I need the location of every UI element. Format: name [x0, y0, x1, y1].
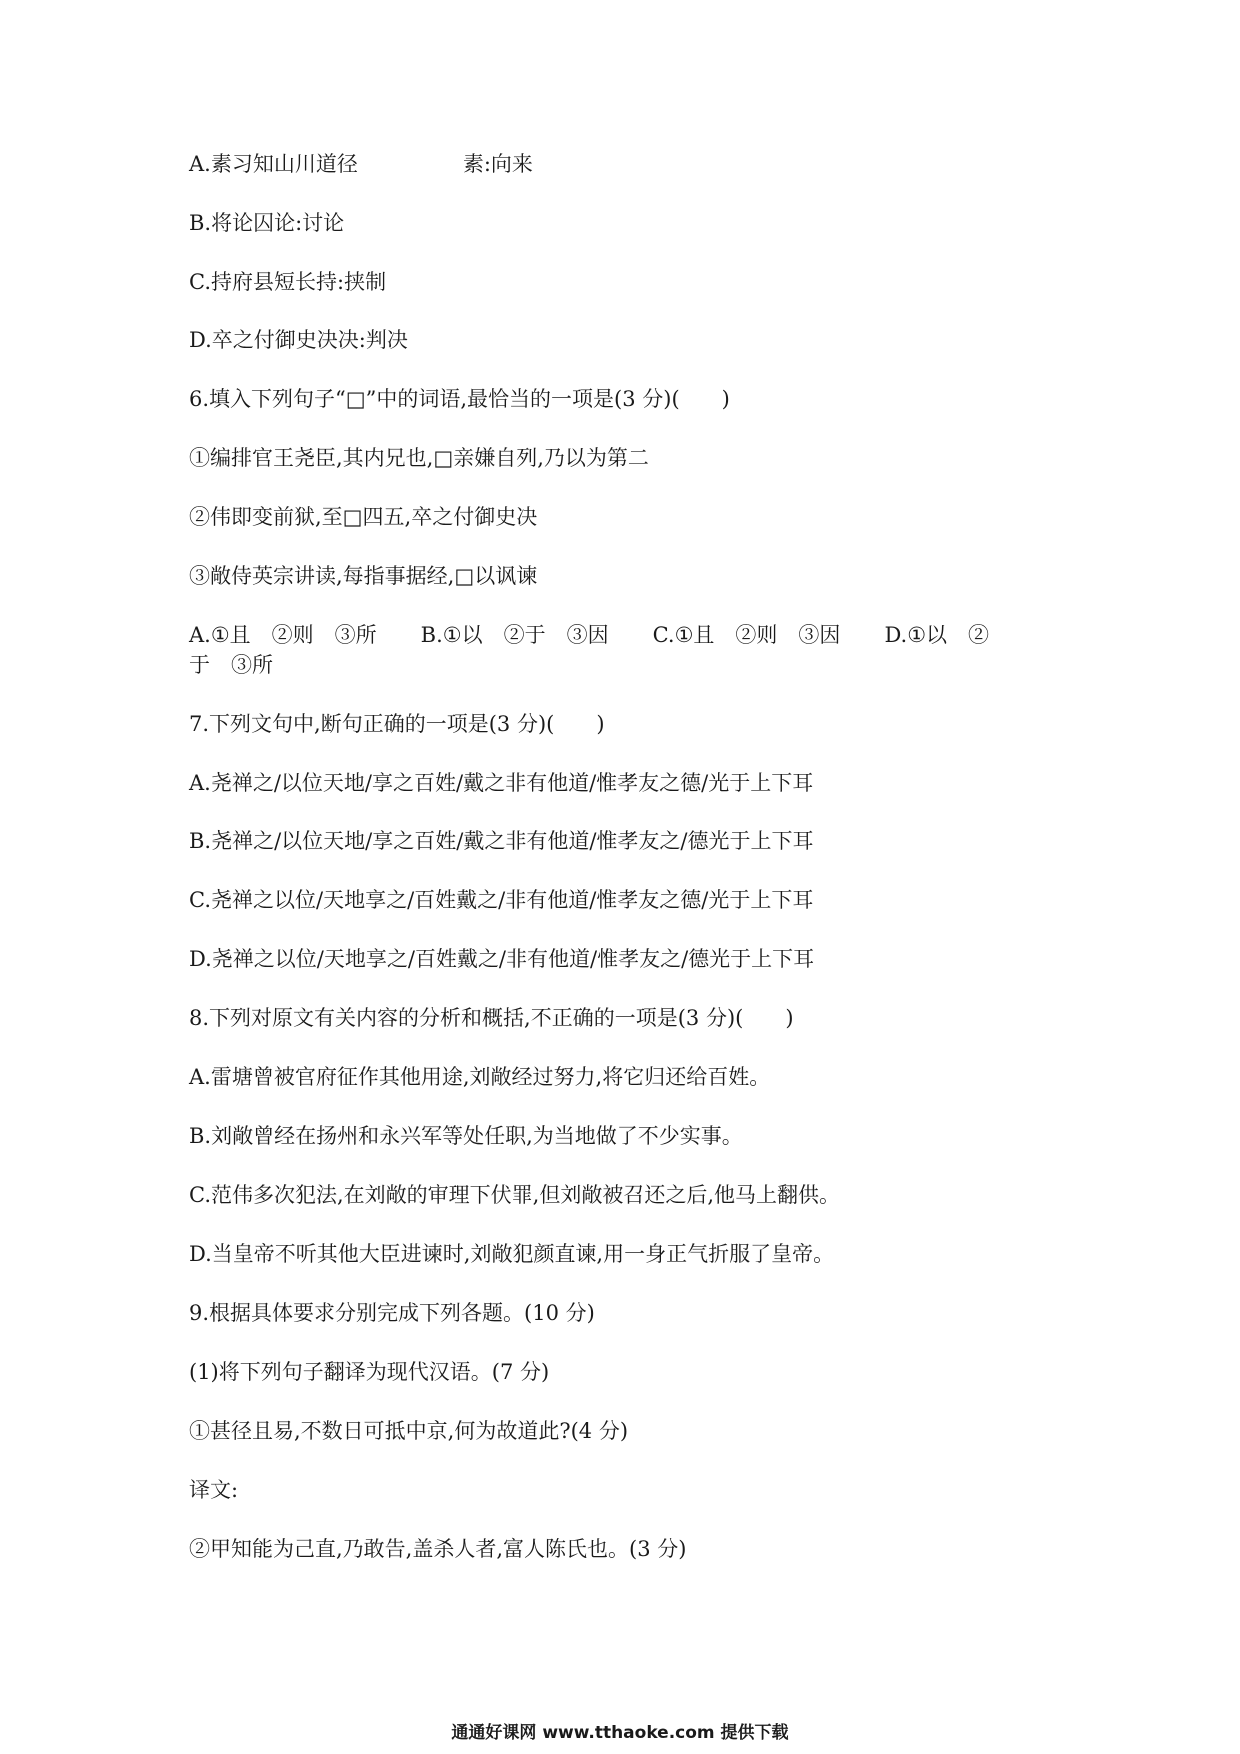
q6-option-d: D.①以 ② [884, 623, 990, 647]
q6-stem: 6.填入下列句子“□”中的词语,最恰当的一项是(3 分)( ) [189, 387, 730, 411]
q6-options-line [189, 620, 989, 650]
q9-stem: 9.根据具体要求分别完成下列各题。(10 分) [189, 1301, 595, 1325]
q6-option-b: B.①以 ②于 ③因 [420, 623, 609, 647]
q8-option-d: D.当皇帝不听其他大臣进谏时,刘敞犯颜直谏,用一身正气折服了皇帝。 [189, 1242, 835, 1266]
q5-option-a-gloss: 素:向来 [462, 152, 533, 176]
line-q5-option-a [189, 149, 533, 179]
q8-option-c: C.范伟多次犯法,在刘敞的审理下伏罪,但刘敞被召还之后,他马上翻供。 [189, 1183, 841, 1207]
q7-option-b: B.尧禅之/以位天地/享之百姓/戴之非有他道/惟孝友之/德光于上下耳 [189, 829, 814, 853]
q7-option-c: C.尧禅之以位/天地享之/百姓戴之/非有他道/惟孝友之德/光于上下耳 [189, 888, 814, 912]
q5-option-a-sentence: A.素习知山川道径 [189, 152, 358, 176]
q6-option-c: C.①且 ②则 ③因 [652, 623, 841, 647]
q5-option-c: C.持府县短长持:挟制 [189, 270, 387, 294]
q9-sentence-1: ①甚径且易,不数日可抵中京,何为故道此?(4 分) [189, 1419, 629, 1443]
q9-sub-1: (1)将下列句子翻译为现代汉语。(7 分) [189, 1360, 550, 1384]
q9-sentence-2: ②甲知能为己直,乃敢告,盖杀人者,富人陈氏也。(3 分) [189, 1537, 687, 1561]
q5-option-d: D.卒之付御史决决:判决 [189, 328, 408, 352]
q8-option-b: B.刘敞曾经在扬州和永兴军等处任职,为当地做了不少实事。 [189, 1124, 743, 1148]
q8-option-a: A.雷塘曾被官府征作其他用途,刘敞经过努力,将它归还给百姓。 [189, 1065, 771, 1089]
q7-option-a: A.尧禅之/以位天地/享之百姓/戴之非有他道/惟孝友之德/光于上下耳 [189, 771, 814, 795]
q9-translation-label: 译文: [189, 1478, 239, 1502]
q8-stem: 8.下列对原文有关内容的分析和概括,不正确的一项是(3 分)( ) [189, 1006, 794, 1030]
q5-option-b: B.将论囚论:讨论 [189, 211, 345, 235]
q7-stem: 7.下列文句中,断句正确的一项是(3 分)( ) [189, 712, 605, 736]
page-footer: 通通好课网 www.tthaoke.com 提供下载 [451, 1723, 789, 1743]
q6-option-a: A.①且 ②则 ③所 [189, 623, 377, 647]
q7-option-d: D.尧禅之以位/天地享之/百姓戴之/非有他道/惟孝友之/德光于上下耳 [189, 947, 815, 971]
q6-option-d-continued: 于 ③所 [189, 653, 273, 677]
q6-sentence-3: ③敞侍英宗讲读,每指事据经,□以讽谏 [189, 564, 538, 588]
q6-sentence-1: ①编排官王尧臣,其内兄也,□亲嫌自列,乃以为第二 [189, 446, 649, 470]
q6-sentence-2: ②伟即变前狱,至□四五,卒之付御史决 [189, 505, 538, 529]
